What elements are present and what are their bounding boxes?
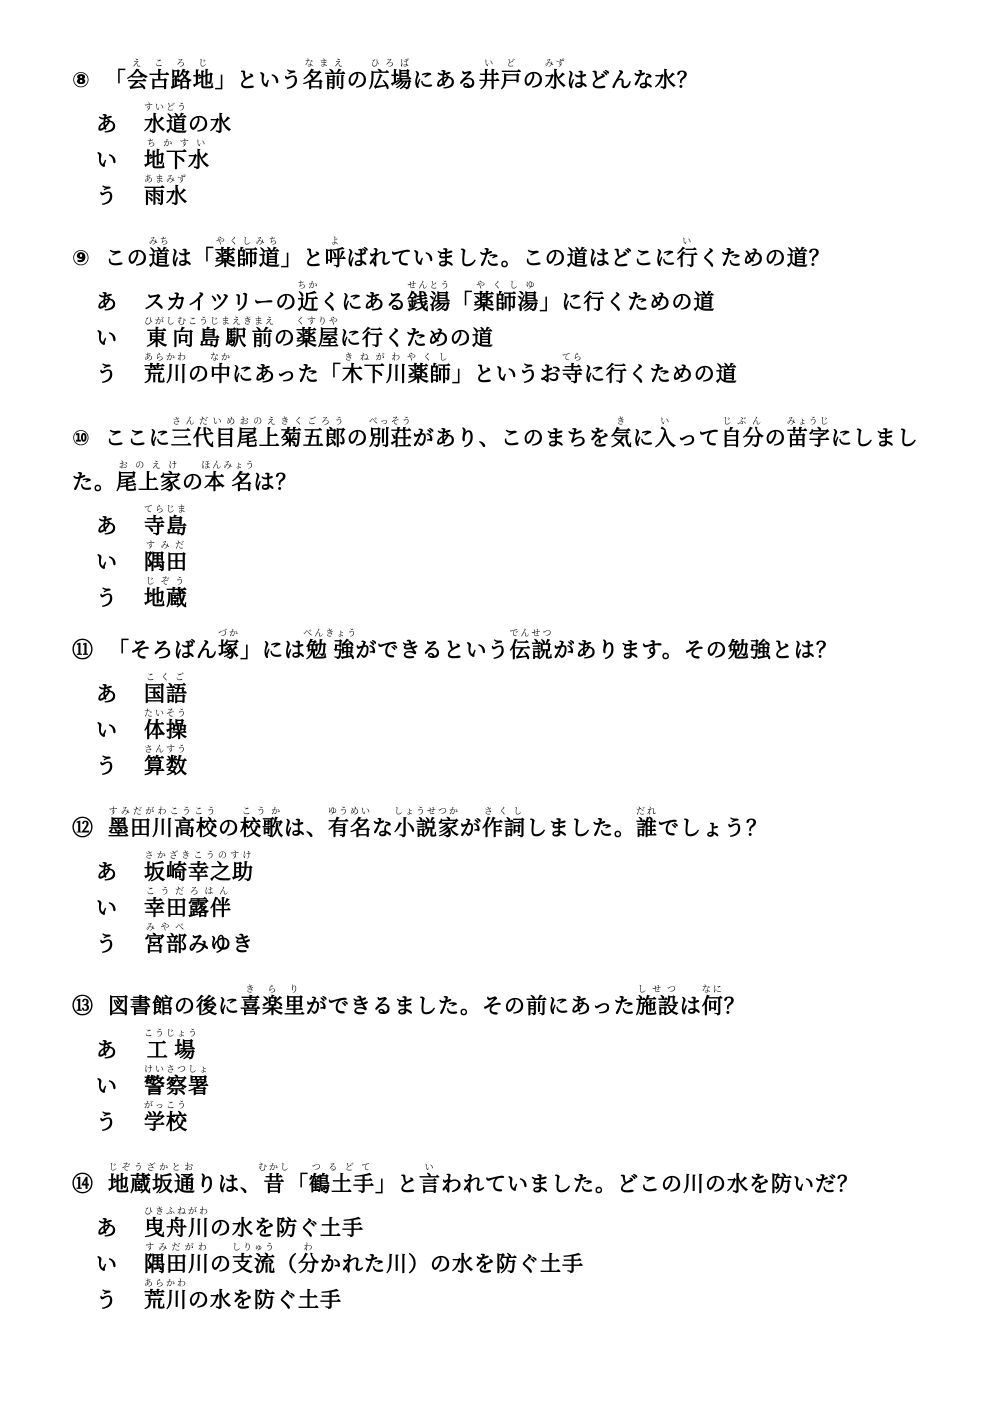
option-u: う 学校がっこう: [96, 1101, 189, 1134]
question-14: [72, 1162, 932, 1314]
question-text: ⑫ 墨田川高校すみだがわこうこうの校歌こうかは、有名ゆうめいな小説家しょうせつかが作詞さくししました。誰だれでしょう？: [72, 806, 932, 850]
option-i: い 東向島駅前ひがしむこうじまえきまえの薬屋くすりやに行くための道: [96, 317, 494, 350]
option-a: あ スカイツリーの近ちかくにある銭湯せんとう「薬師湯やくしゆ」に行くための道: [96, 281, 716, 314]
question-body: 「会古路地えころじ」という名前なまえの広場ひろばにある井戸いどの水みずはどんな水？: [104, 59, 699, 92]
question-10: [72, 416, 932, 612]
option-i: い 幸田露伴こうだろはん: [96, 887, 232, 920]
option-a: あ 曳舟川ひきふねがわの水を防ぐ土手: [96, 1207, 365, 1240]
option-i: い 警察署けいさつしょ: [96, 1065, 211, 1098]
option-a: あ 国語こくご: [96, 673, 188, 706]
question-9: [72, 236, 932, 388]
question-13: [72, 984, 932, 1136]
option-u: う 荒川あらかわの水を防ぐ土手: [96, 1279, 343, 1312]
option-i: い 隅田すみだ: [96, 541, 188, 574]
question-number: ⑨: [72, 246, 91, 270]
option-u: う 宮部みやべみゆき: [96, 923, 254, 956]
option-a: あ 寺島てらじま: [96, 505, 189, 538]
question-11: [72, 628, 932, 780]
option-u: う 荒川あらかわの中なかにあった「木下川薬師きねがわやくし」というお寺てらに行くための道: [96, 353, 738, 386]
question-number: ⑭: [72, 1172, 94, 1196]
option-i: い 隅田川すみだがわの支流しりゅう（分わかれた川）の水を防ぐ土手: [96, 1243, 585, 1276]
question-number: ⑬: [72, 994, 94, 1018]
option-u: う 算数さんすう: [96, 745, 189, 778]
question-text: ⑩ ここに三代目尾上菊五郎さんだいめおのえきくごろうの別荘べっそうがあり、このまちを気きに入いって自分じぶんの苗字みょうじにしました。尾上家おのえけの本名ほんみょうは？: [72, 417, 919, 494]
question-number: ⑫: [72, 816, 94, 840]
question-number: ⑪: [72, 638, 94, 662]
option-i: い 体操たいそう: [96, 709, 189, 742]
option-a: あ 坂崎幸之助さかざきこうのすけ: [96, 851, 254, 884]
question-number: ⑩: [72, 426, 91, 450]
question-8: [72, 58, 932, 210]
question-text: ⑭ 地蔵坂通じぞうざかとおりは、昔むかし「鶴土手つるどて」と言いわれていました。どこの川の水を防いだ？: [72, 1162, 932, 1206]
question-text: ⑪ 「そろばん塚づか」には勉強べんきょうができるという伝説でんせつがあります。その勉強とは？: [72, 628, 932, 672]
option-u: う 地蔵じぞう: [96, 577, 188, 610]
option-a: あ 水道すいどうの水: [96, 103, 233, 136]
question-text: ⑨ この道みちは「薬師道やくしみち」と呼よばれていました。この道はどこに行いくための道？: [72, 236, 932, 280]
question-number: ⑧: [72, 68, 91, 92]
question-text: [72, 58, 932, 102]
option-u: う 雨水あまみず: [96, 175, 189, 208]
question-text: ⑬ 図書館の後に喜楽里きらりができるました。その前にあった施設しせつは何なに？: [72, 984, 932, 1028]
question-12: [72, 806, 932, 958]
option-i: い 地下水ちかすい: [96, 139, 210, 172]
option-a: あ 工場こうじょう: [96, 1029, 200, 1062]
